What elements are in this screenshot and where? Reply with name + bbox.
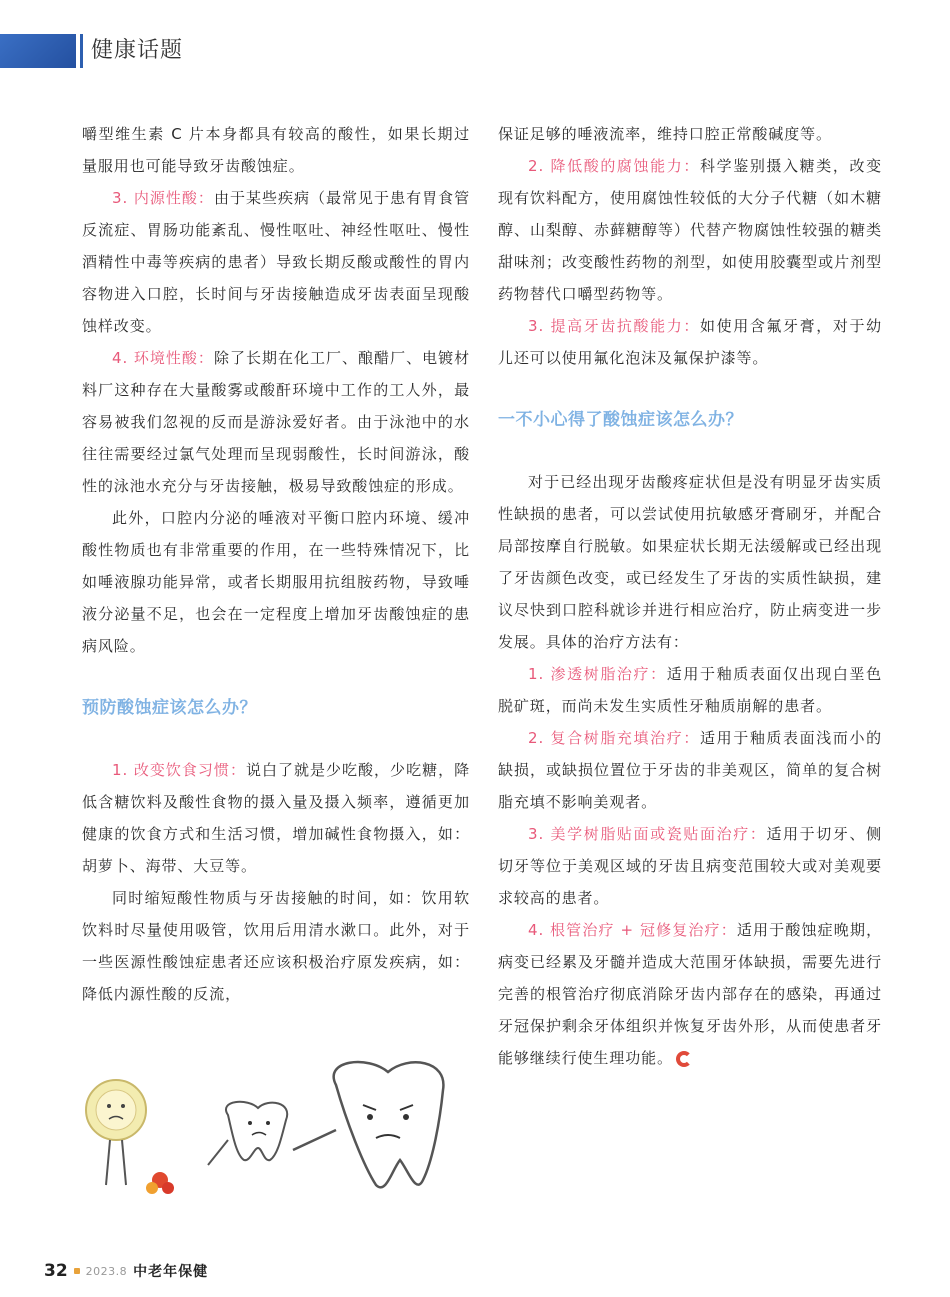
paragraph-text: 适用于切牙、侧切牙等位于美观区域的牙齿且病变范围较大或对美观要求较高的患者。	[498, 825, 882, 907]
paragraph-text: 由于某些疾病（最常见于患有胃食管反流症、胃肠功能紊乱、慢性呕吐、神经性呕吐、慢性酒精性中毒等疾病的患者）导致长期反酸或酸性的胃内容物进入口腔，长时间与牙齿接触造成牙齿表面呈现酸蚀样改变。	[82, 189, 471, 335]
paragraph-label: 3. 内源性酸：	[112, 189, 214, 207]
paragraph-text: 适用于釉质表面浅而小的缺损，或缺损位置位于牙齿的非美观区，简单的复合树脂充填不影响美观者。	[498, 729, 882, 811]
paragraph	[498, 914, 882, 1074]
end-mark-icon	[676, 1051, 692, 1067]
page-number: 32	[44, 1261, 68, 1281]
section-heading: 一不小心得了酸蚀症该怎么办？	[498, 410, 743, 430]
page-footer	[44, 1258, 208, 1284]
paragraph-label: 4. 环境性酸：	[112, 349, 214, 367]
left-column	[82, 118, 470, 1010]
paragraph-text: 说白了就是少吃酸，少吃糖，降低含糖饮料及酸性食物的摄入量及摄入频率，遵循更加健康的饮食方式和生活习惯，增加碱性食物摄入，如：胡萝卜、海带、大豆等。	[82, 761, 470, 875]
paragraph-text: 对于已经出现牙齿酸疼症状但是没有明显牙齿实质性缺损的患者，可以尝试使用抗敏感牙膏刷牙，并配合局部按摩自行脱敏。如果症状长期无法缓解或已经出现了牙齿颜色改变，或已经发生了牙齿的实质性缺损，建议尽快到口腔科就诊并进行相应治疗，防止病变进一步发展。具体的治疗方法有：	[498, 473, 882, 651]
paragraph	[82, 118, 470, 182]
paragraph	[498, 818, 882, 914]
paragraph	[498, 310, 882, 374]
paragraph-text: 嚼型维生素 C 片本身都具有较高的酸性，如果长期过量服用也可能导致牙齿酸蚀症。	[82, 125, 470, 175]
paragraph-label: 2. 复合树脂充填治疗：	[528, 729, 700, 747]
paragraph	[498, 658, 882, 722]
paragraph-label: 2. 降低酸的腐蚀能力：	[528, 157, 700, 175]
paragraph	[498, 466, 882, 658]
paragraph	[82, 182, 470, 342]
paragraph-text: 如使用含氟牙膏，对于幼儿还可以使用氟化泡沫及氟保护漆等。	[498, 317, 882, 367]
footer-dot-icon	[74, 1268, 80, 1274]
big-tooth-icon	[293, 1062, 443, 1187]
paragraph	[82, 342, 470, 502]
paragraph	[498, 722, 882, 818]
header-color-bar	[0, 34, 76, 68]
header-divider	[80, 34, 83, 68]
paragraph-label: 1. 改变饮食习惯：	[112, 761, 246, 779]
small-tooth-icon	[208, 1102, 287, 1165]
paragraph-label: 4. 根管治疗 + 冠修复治疗：	[528, 921, 737, 939]
paragraph	[82, 882, 470, 1010]
teeth-cartoon-illustration	[78, 1060, 468, 1205]
section-heading: 预防酸蚀症该怎么办？	[82, 698, 257, 718]
paragraph-text: 同时缩短酸性物质与牙齿接触的时间，如：饮用软饮料时尽量使用吸管，饮用后用清水漱口。此外，对于一些医源性酸蚀症患者还应该积极治疗原发疾病，如：降低内源性酸的反流，	[82, 889, 470, 1003]
paragraph-text: 适用于酸蚀症晚期，病变已经累及牙髓并造成大范围牙体缺损，需要先进行完善的根管治疗彻底消除牙齿内部存在的感染，再通过牙冠保护剩余牙体组织并恢复牙齿外形，从而使患者牙能够继续行使生理功能。	[498, 921, 882, 1067]
paragraph-text: 此外，口腔内分泌的唾液对平衡口腔内环境、缓冲酸性物质也有非常重要的作用，在一些特殊情况下，比如唾液腺功能异常，或者长期服用抗组胺药物，导致唾液分泌量不足，也会在一定程度上增加牙齿酸蚀症的患病风险。	[82, 509, 470, 655]
candy-lollipop-icon	[86, 1080, 146, 1185]
paragraph-label: 3. 提高牙齿抗酸能力：	[528, 317, 700, 335]
section-title: 健康话题	[91, 38, 184, 63]
paragraph-label: 3. 美学树脂贴面或瓷贴面治疗：	[528, 825, 767, 843]
paragraph-text: 除了长期在化工厂、酿醋厂、电镀材料厂这种存在大量酸雾或酸酐环境中工作的工人外，最容易被我们忽视的反而是游泳爱好者。由于泳池中的水往往需要经过氯气处理而呈现弱酸性，长时间游泳，酸性的泳池水充分与牙齿接触，极易导致酸蚀症的形成。	[82, 349, 471, 495]
small-fruit-icon	[146, 1172, 174, 1194]
right-column	[498, 118, 882, 1074]
paragraph	[82, 502, 470, 662]
issue-date: 2023.8	[85, 1264, 128, 1278]
paragraph-text: 适用于釉质表面仅出现白垩色脱矿斑，而尚未发生实质性牙釉质崩解的患者。	[498, 665, 882, 715]
magazine-name: 中老年保健	[133, 1264, 209, 1280]
paragraph-label: 1. 渗透树脂治疗：	[528, 665, 667, 683]
paragraph	[82, 754, 470, 882]
paragraph-text: 保证足够的唾液流率，维持口腔正常酸碱度等。	[498, 125, 832, 143]
paragraph	[498, 150, 882, 310]
paragraph-text: 科学鉴别摄入糖类，改变现有饮料配方，使用腐蚀性较低的大分子代糖（如木糖醇、山梨醇、赤藓糖醇等）代替产物腐蚀性较强的糖类甜味剂；改变酸性药物的剂型，如使用胶囊型或片剂型药物替代口嚼型药物等。	[498, 157, 882, 303]
paragraph	[498, 118, 882, 150]
